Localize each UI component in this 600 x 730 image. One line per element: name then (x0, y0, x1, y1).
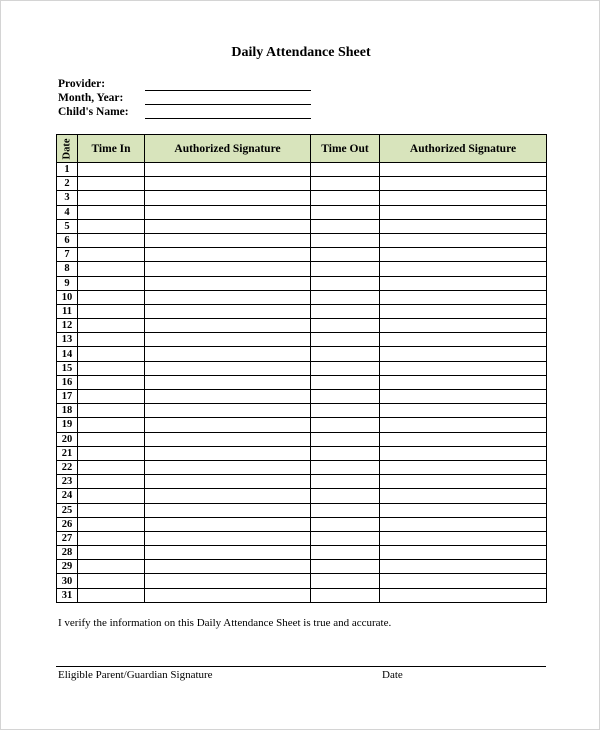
table-row (57, 404, 547, 418)
signature-out-cell[interactable] (380, 475, 547, 489)
signature-line[interactable] (56, 666, 546, 667)
signature-in-cell[interactable] (145, 262, 311, 276)
signature-out-cell[interactable] (380, 574, 547, 588)
signature-in-cell[interactable] (145, 191, 311, 205)
time-in-cell[interactable] (78, 219, 145, 233)
signature-out-cell[interactable] (380, 418, 547, 432)
month-year-field[interactable] (145, 104, 311, 105)
provider-label: Provider: (58, 78, 106, 90)
table-row (57, 432, 547, 446)
signature-in-cell[interactable] (145, 290, 311, 304)
time-out-cell[interactable] (311, 574, 380, 588)
signature-out-cell[interactable] (380, 248, 547, 262)
signature-out-cell[interactable] (380, 333, 547, 347)
time-in-cell[interactable] (78, 475, 145, 489)
signature-out-cell[interactable] (380, 304, 547, 318)
signature-in-cell[interactable] (145, 574, 311, 588)
time-out-cell[interactable] (311, 546, 380, 560)
signature-out-cell[interactable] (380, 205, 547, 219)
column-header-time-in: Time In (78, 135, 145, 163)
time-in-cell[interactable] (78, 177, 145, 191)
signature-out-cell[interactable] (380, 446, 547, 460)
table-row (57, 418, 547, 432)
signature-in-cell[interactable] (145, 276, 311, 290)
time-in-cell[interactable] (78, 446, 145, 460)
table-row (57, 333, 547, 347)
signature-in-cell[interactable] (145, 163, 311, 177)
day-number: 31 (57, 588, 78, 602)
table-body (57, 163, 547, 603)
table-row (57, 517, 547, 531)
signature-in-cell[interactable] (145, 219, 311, 233)
time-out-cell[interactable] (311, 432, 380, 446)
time-in-cell[interactable] (78, 347, 145, 361)
signature-in-cell[interactable] (145, 588, 311, 602)
time-in-cell[interactable] (78, 276, 145, 290)
signature-out-cell[interactable] (380, 404, 547, 418)
time-in-cell[interactable] (78, 233, 145, 247)
parent-signature-label: Eligible Parent/Guardian Signature (58, 669, 213, 681)
date-label: Date (382, 669, 403, 681)
day-number: 18 (57, 404, 78, 418)
signature-out-cell[interactable] (380, 163, 547, 177)
day-number: 6 (57, 233, 78, 247)
time-out-cell[interactable] (311, 347, 380, 361)
time-in-cell[interactable] (78, 319, 145, 333)
signature-out-cell[interactable] (380, 276, 547, 290)
signature-in-cell[interactable] (145, 390, 311, 404)
table-row (57, 290, 547, 304)
time-in-cell[interactable] (78, 503, 145, 517)
day-number: 2 (57, 177, 78, 191)
table-header-row (57, 135, 547, 163)
table-row (57, 574, 547, 588)
day-number: 24 (57, 489, 78, 503)
signature-out-cell[interactable] (380, 233, 547, 247)
time-out-cell[interactable] (311, 588, 380, 602)
column-header-time-out: Time Out (311, 135, 380, 163)
signature-out-cell[interactable] (380, 432, 547, 446)
signature-out-cell[interactable] (380, 546, 547, 560)
signature-in-cell[interactable] (145, 205, 311, 219)
signature-out-cell[interactable] (380, 531, 547, 545)
table-row (57, 177, 547, 191)
signature-in-cell[interactable] (145, 432, 311, 446)
time-in-cell[interactable] (78, 531, 145, 545)
time-out-cell[interactable] (311, 163, 380, 177)
day-number: 12 (57, 319, 78, 333)
day-number: 14 (57, 347, 78, 361)
time-out-cell[interactable] (311, 233, 380, 247)
day-number: 22 (57, 460, 78, 474)
table-row (57, 304, 547, 318)
time-in-cell[interactable] (78, 404, 145, 418)
table-row (57, 588, 547, 602)
signature-out-cell[interactable] (380, 588, 547, 602)
time-in-cell[interactable] (78, 460, 145, 474)
signature-out-cell[interactable] (380, 375, 547, 389)
signature-in-cell[interactable] (145, 560, 311, 574)
date-header-label: Date (61, 138, 73, 159)
table-row (57, 446, 547, 460)
signature-out-cell[interactable] (380, 560, 547, 574)
time-out-cell[interactable] (311, 177, 380, 191)
table-row (57, 560, 547, 574)
signature-out-cell[interactable] (380, 290, 547, 304)
table-row (57, 276, 547, 290)
signature-out-cell[interactable] (380, 517, 547, 531)
day-number: 9 (57, 276, 78, 290)
time-in-cell[interactable] (78, 546, 145, 560)
signature-in-cell[interactable] (145, 489, 311, 503)
time-out-cell[interactable] (311, 361, 380, 375)
day-number: 27 (57, 531, 78, 545)
signature-in-cell[interactable] (145, 233, 311, 247)
time-in-cell[interactable] (78, 588, 145, 602)
time-out-cell[interactable] (311, 375, 380, 389)
childs-name-label: Child's Name: (58, 106, 129, 118)
signature-out-cell[interactable] (380, 319, 547, 333)
provider-field[interactable] (145, 90, 311, 91)
signature-in-cell[interactable] (145, 347, 311, 361)
column-header-authorized-signature-out: Authorized Signature (380, 135, 547, 163)
day-number: 4 (57, 205, 78, 219)
day-number: 19 (57, 418, 78, 432)
time-in-cell[interactable] (78, 517, 145, 531)
signature-in-cell[interactable] (145, 503, 311, 517)
day-number: 16 (57, 375, 78, 389)
time-in-cell[interactable] (78, 290, 145, 304)
time-out-cell[interactable] (311, 290, 380, 304)
time-in-cell[interactable] (78, 489, 145, 503)
time-out-cell[interactable] (311, 404, 380, 418)
signature-out-cell[interactable] (380, 390, 547, 404)
table-row (57, 361, 547, 375)
page-title: Daily Attendance Sheet (231, 45, 371, 60)
signature-out-cell[interactable] (380, 347, 547, 361)
signature-out-cell[interactable] (380, 503, 547, 517)
day-number: 26 (57, 517, 78, 531)
table-row (57, 546, 547, 560)
time-in-cell[interactable] (78, 375, 145, 389)
table-row (57, 219, 547, 233)
day-number: 1 (57, 163, 78, 177)
day-number: 28 (57, 546, 78, 560)
table-row (57, 489, 547, 503)
attendance-table (56, 134, 547, 603)
table-row (57, 460, 547, 474)
time-in-cell[interactable] (78, 304, 145, 318)
signature-in-cell[interactable] (145, 546, 311, 560)
signature-out-cell[interactable] (380, 262, 547, 276)
day-number: 20 (57, 432, 78, 446)
signature-in-cell[interactable] (145, 319, 311, 333)
time-out-cell[interactable] (311, 503, 380, 517)
column-header-authorized-signature-in: Authorized Signature (145, 135, 311, 163)
time-out-cell[interactable] (311, 191, 380, 205)
signature-in-cell[interactable] (145, 333, 311, 347)
signature-out-cell[interactable] (380, 489, 547, 503)
table-row (57, 248, 547, 262)
day-number: 17 (57, 390, 78, 404)
day-number: 15 (57, 361, 78, 375)
time-out-cell[interactable] (311, 390, 380, 404)
time-out-cell[interactable] (311, 418, 380, 432)
time-out-cell[interactable] (311, 248, 380, 262)
table-row (57, 319, 547, 333)
table-row (57, 262, 547, 276)
time-out-cell[interactable] (311, 304, 380, 318)
table-row (57, 191, 547, 205)
column-header-date (57, 135, 78, 163)
time-in-cell[interactable] (78, 574, 145, 588)
time-out-cell[interactable] (311, 219, 380, 233)
day-number: 11 (57, 304, 78, 318)
verification-statement: I verify the information on this Daily Attendance Sheet is true and accurate. (58, 617, 392, 629)
table-row (57, 375, 547, 389)
time-in-cell[interactable] (78, 560, 145, 574)
signature-out-cell[interactable] (380, 219, 547, 233)
time-in-cell[interactable] (78, 205, 145, 219)
table-row (57, 163, 547, 177)
signature-in-cell[interactable] (145, 418, 311, 432)
signature-in-cell[interactable] (145, 475, 311, 489)
month-year-label: Month, Year: (58, 92, 124, 104)
signature-in-cell[interactable] (145, 446, 311, 460)
time-out-cell[interactable] (311, 560, 380, 574)
day-number: 29 (57, 560, 78, 574)
table-row (57, 205, 547, 219)
time-in-cell[interactable] (78, 432, 145, 446)
time-out-cell[interactable] (311, 205, 380, 219)
time-in-cell[interactable] (78, 390, 145, 404)
signature-out-cell[interactable] (380, 177, 547, 191)
time-out-cell[interactable] (311, 531, 380, 545)
signature-in-cell[interactable] (145, 177, 311, 191)
day-number: 23 (57, 475, 78, 489)
day-number: 3 (57, 191, 78, 205)
signature-out-cell[interactable] (380, 460, 547, 474)
signature-in-cell[interactable] (145, 531, 311, 545)
day-number: 25 (57, 503, 78, 517)
time-out-cell[interactable] (311, 517, 380, 531)
time-out-cell[interactable] (311, 319, 380, 333)
signature-in-cell[interactable] (145, 248, 311, 262)
time-out-cell[interactable] (311, 262, 380, 276)
signature-in-cell[interactable] (145, 304, 311, 318)
time-in-cell[interactable] (78, 418, 145, 432)
time-out-cell[interactable] (311, 446, 380, 460)
time-out-cell[interactable] (311, 333, 380, 347)
table-row (57, 475, 547, 489)
day-number: 13 (57, 333, 78, 347)
table-row (57, 233, 547, 247)
time-in-cell[interactable] (78, 248, 145, 262)
signature-in-cell[interactable] (145, 404, 311, 418)
table-row (57, 531, 547, 545)
signature-in-cell[interactable] (145, 460, 311, 474)
time-out-cell[interactable] (311, 276, 380, 290)
time-in-cell[interactable] (78, 163, 145, 177)
day-number: 5 (57, 219, 78, 233)
day-number: 21 (57, 446, 78, 460)
signature-in-cell[interactable] (145, 375, 311, 389)
table-row (57, 503, 547, 517)
day-number: 8 (57, 262, 78, 276)
time-out-cell[interactable] (311, 489, 380, 503)
time-in-cell[interactable] (78, 361, 145, 375)
signature-in-cell[interactable] (145, 517, 311, 531)
day-number: 30 (57, 574, 78, 588)
time-out-cell[interactable] (311, 475, 380, 489)
table-row (57, 347, 547, 361)
day-number: 7 (57, 248, 78, 262)
signature-out-cell[interactable] (380, 361, 547, 375)
time-in-cell[interactable] (78, 191, 145, 205)
table-row (57, 390, 547, 404)
time-in-cell[interactable] (78, 262, 145, 276)
childs-name-field[interactable] (145, 118, 311, 119)
day-number: 10 (57, 290, 78, 304)
signature-out-cell[interactable] (380, 191, 547, 205)
time-out-cell[interactable] (311, 460, 380, 474)
signature-in-cell[interactable] (145, 361, 311, 375)
time-in-cell[interactable] (78, 333, 145, 347)
